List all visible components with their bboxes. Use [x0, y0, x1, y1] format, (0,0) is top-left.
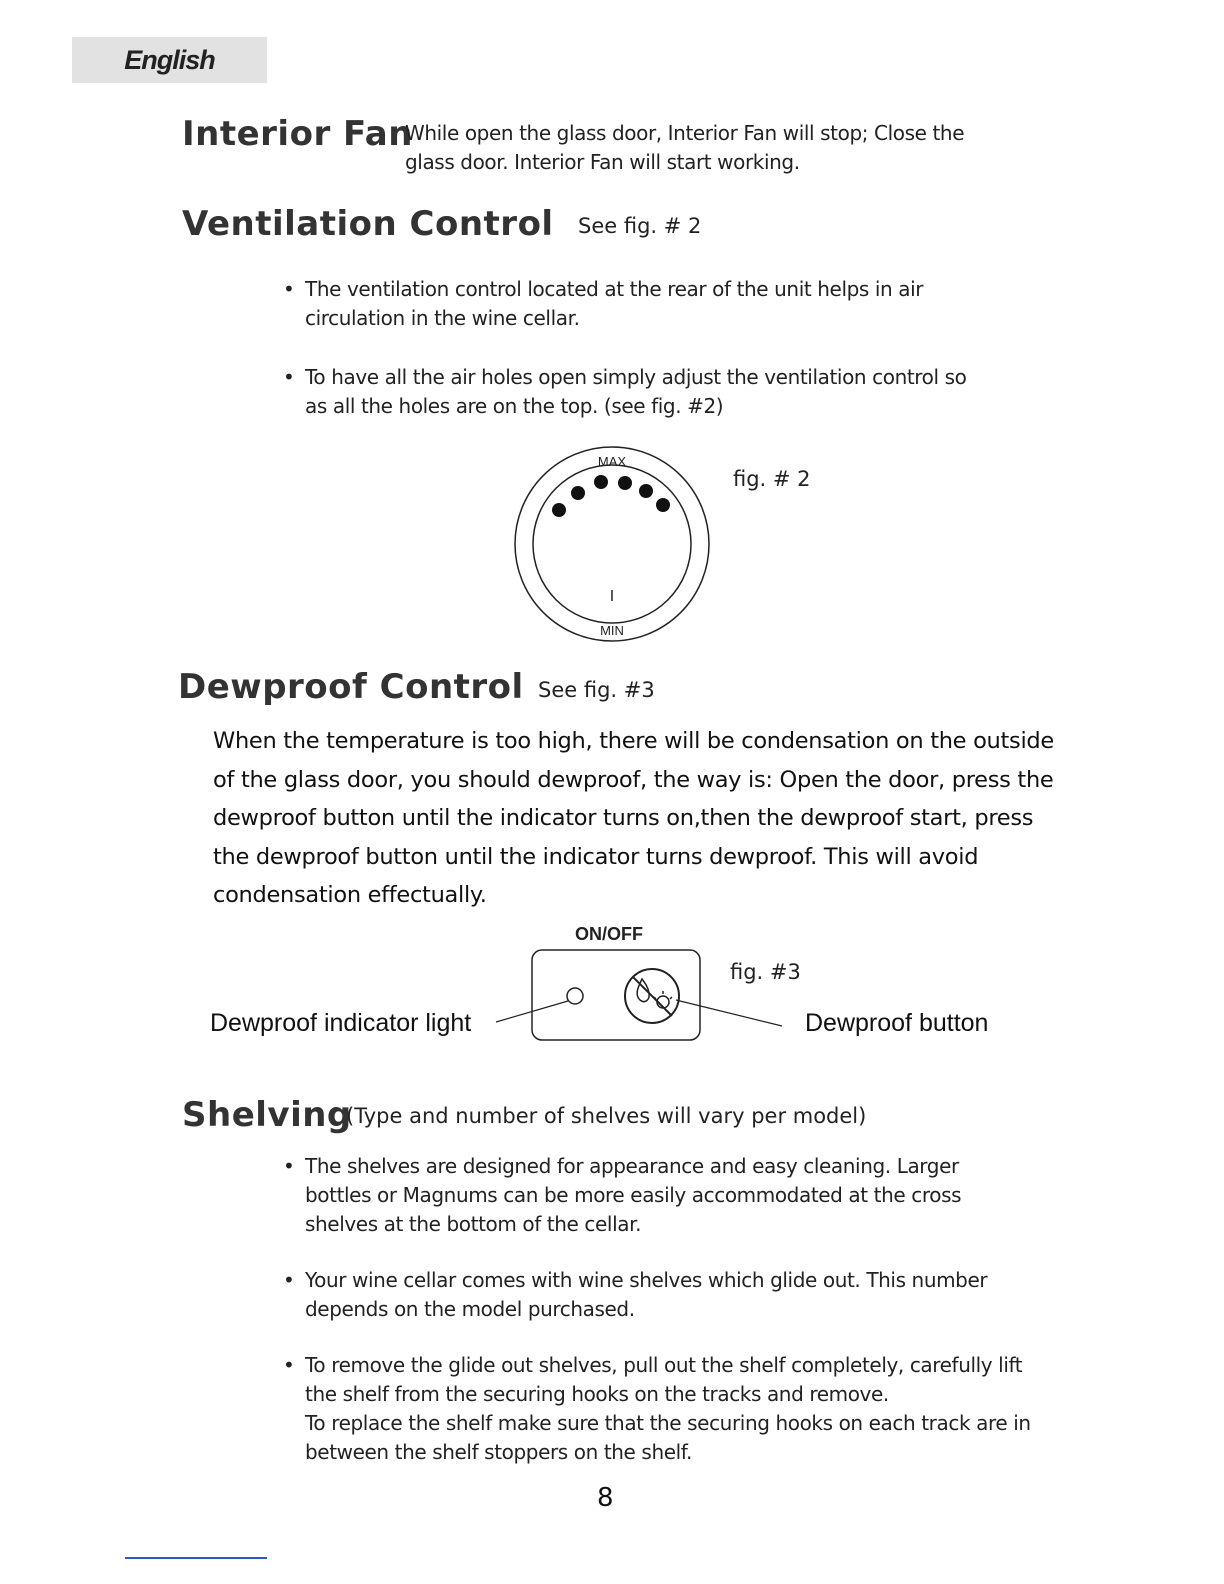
air-hole — [594, 475, 608, 489]
page-number: 8 — [597, 1483, 614, 1513]
shelving-bullet-2-text: Your wine cellar comes with wine shelves which glide out. This number depends on the model purchased. — [305, 1268, 988, 1321]
dial-outer-ring — [515, 447, 709, 641]
dewproof-line-3: dewproof button until the indicator turns on,then the dewproof start, press — [213, 805, 1034, 831]
language-tab: English — [72, 37, 267, 83]
air-hole — [639, 484, 653, 498]
dewproof-line-2: of the glass door, you should dewproof, the way is: Open the door, press the — [213, 766, 1054, 793]
bullet-dot: • — [283, 277, 295, 301]
bullet-dot: • — [283, 1353, 295, 1377]
footer-rule — [125, 1557, 267, 1559]
indicator-light-icon — [567, 988, 583, 1004]
interior-fan-heading: Interior Fan — [182, 114, 413, 154]
shelving-heading: Shelving — [182, 1095, 352, 1135]
ventilation-bullet-2-text: To have all the air holes open simply adjust the ventilation control so as all the holes are on the top. (see fig. #2) — [305, 365, 967, 418]
ventilation-bullet-2 — [283, 363, 985, 421]
interior-fan-text: While open the glass door, Interior Fan will stop; Close the glass door. Interior Fan will start working. — [405, 121, 965, 174]
ventilation-bullet-1-text: The ventilation control located at the rear of the unit helps in air circulation in the wine cellar. — [305, 277, 924, 330]
dewproof-figure-caption: fig. #3 — [730, 960, 801, 984]
shelving-bullet-3-text: To remove the glide out shelves, pull out the shelf completely, carefully lift the shelf from the securing hooks on the tracks and remove. — [305, 1353, 1023, 1406]
dewproof-figure-ref: See fig. #3 — [538, 678, 655, 702]
dewproof-heading: Dewproof Control — [178, 667, 524, 707]
ventilation-heading: Ventilation Control — [182, 204, 554, 244]
button-leader-line — [676, 1000, 782, 1026]
bullet-dot: • — [283, 1268, 295, 1292]
dial-max-label: MAX — [597, 454, 627, 469]
ventilation-figure-ref: See fig. # 2 — [578, 214, 702, 238]
dewproof-line-5: condensation effectually. — [213, 882, 487, 908]
panel-outline — [532, 950, 700, 1040]
shelving-bullet-2 — [283, 1266, 1020, 1324]
dial-min-label: MIN — [600, 623, 624, 638]
ventilation-dial-figure — [505, 440, 725, 650]
air-hole — [571, 486, 585, 500]
air-hole — [656, 498, 670, 512]
dewproof-paragraph — [213, 722, 1073, 915]
bullet-dot: • — [283, 1154, 295, 1178]
dewproof-button-label: Dewproof button — [805, 1009, 989, 1037]
bullet-dot: • — [283, 365, 295, 389]
on-off-label: ON/OFF — [575, 924, 643, 944]
dial-pointer-label: I — [609, 588, 615, 605]
shelving-bullet-1-text: The shelves are designed for appearance and easy cleaning. Larger bottles or Magnums can be more easily accommodated at the cross shelves at the bottom of the cellar. — [305, 1154, 962, 1236]
dewproof-line-1: When the temperature is too high, there will be condensation on the outside — [213, 728, 1054, 754]
ventilation-bullet-1 — [283, 275, 985, 333]
ventilation-figure-caption: fig. # 2 — [733, 467, 811, 491]
air-hole — [552, 503, 566, 517]
shelving-replace-text: To replace the shelf make sure that the securing hooks on each track are in between the shelf stoppers on the shelf. — [305, 1411, 1031, 1464]
dewproof-indicator-label: Dewproof indicator light — [210, 1009, 472, 1037]
shelving-bullet-1 — [283, 1152, 1005, 1239]
shelving-bullet-3 — [283, 1351, 1040, 1467]
dewproof-line-4: the dewproof button until the indicator turns dewproof. This will avoid — [213, 843, 979, 870]
dewproof-button-icon — [625, 969, 679, 1023]
shelving-subtitle: (Type and number of shelves will vary per model) — [346, 1104, 867, 1128]
air-hole — [618, 476, 632, 490]
